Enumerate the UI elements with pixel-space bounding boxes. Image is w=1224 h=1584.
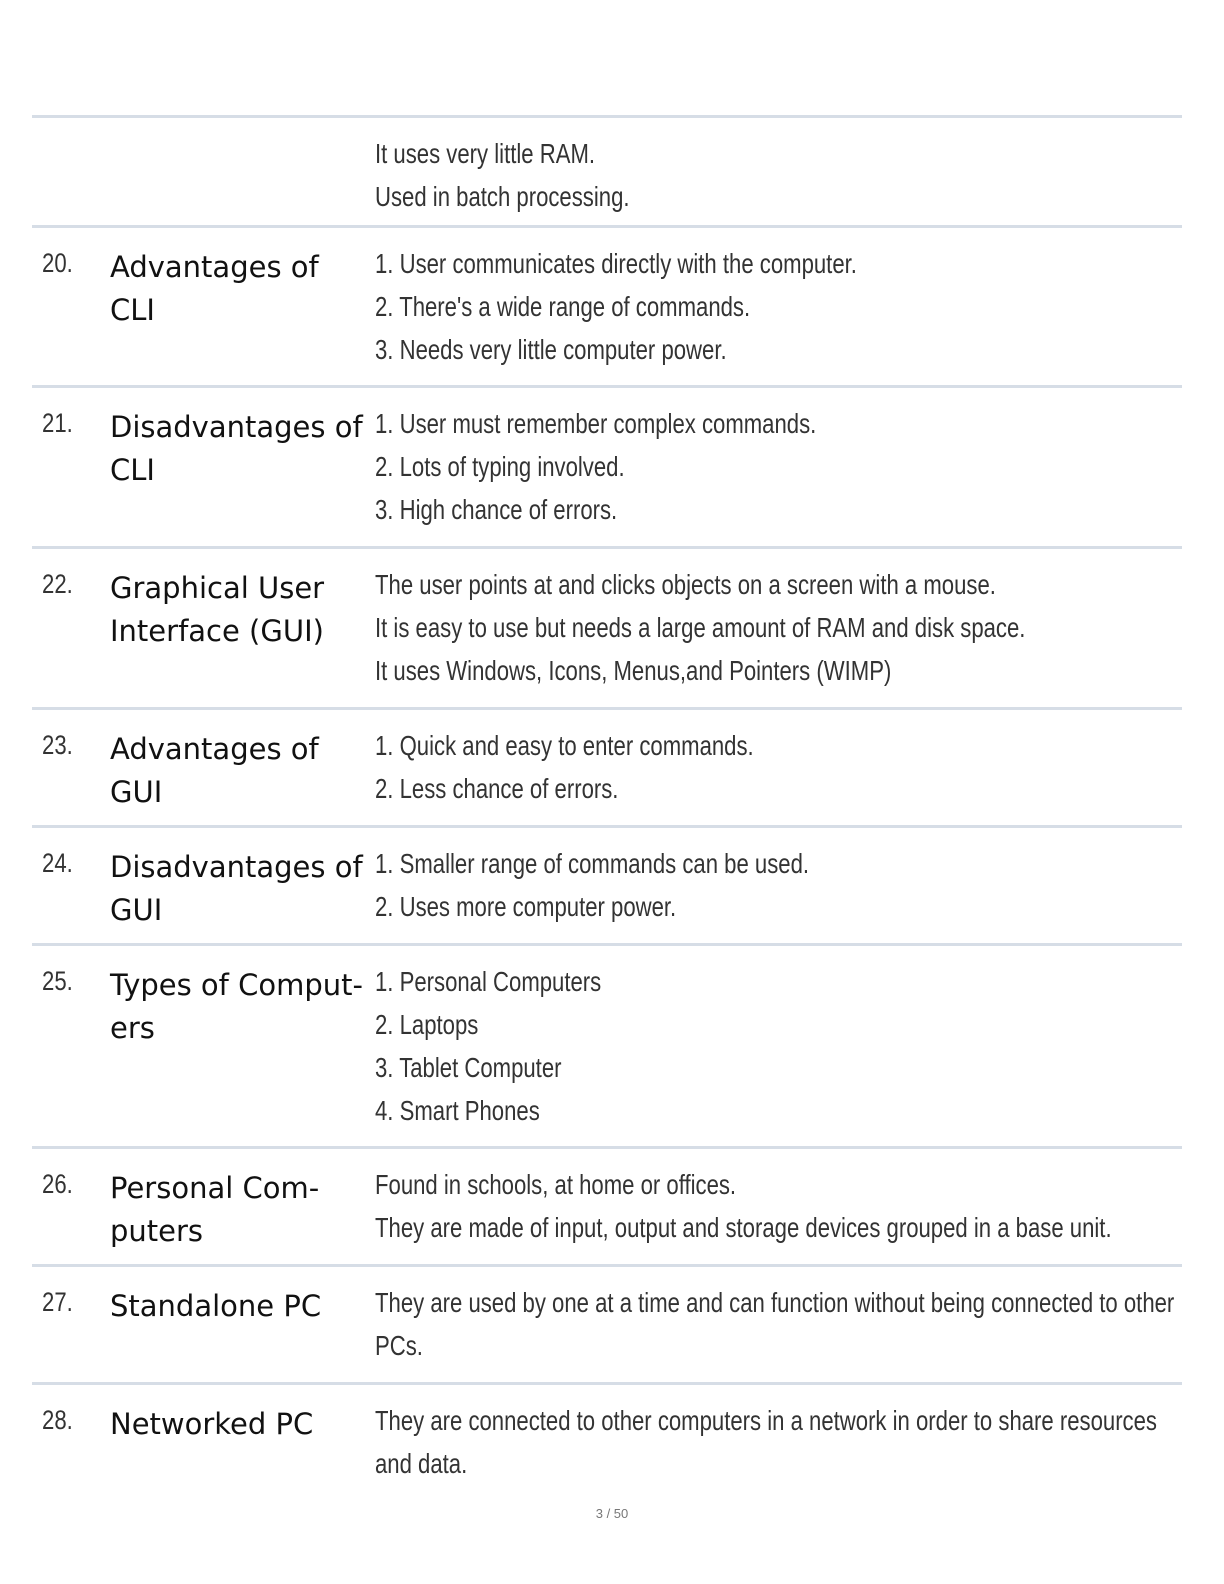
table-row	[32, 825, 1182, 943]
table-row	[32, 1264, 1182, 1382]
row-description: 1. Smaller range of commands can be used. 2. Uses more computer power.	[375, 848, 810, 922]
table-row	[32, 1382, 1182, 1485]
page-number: 3 / 50	[595, 1506, 629, 1521]
row-term: Disadvantages of GUI	[110, 850, 363, 927]
table-row	[32, 385, 1182, 546]
row-term: Networked PC	[110, 1407, 314, 1441]
table-row	[32, 943, 1182, 1146]
row-number: 26.	[42, 1169, 73, 1199]
row-number: 27.	[42, 1287, 73, 1317]
row-number: 21.	[42, 408, 73, 438]
row-term: Advantages of CLI	[110, 250, 319, 327]
row-description: They are connected to other computers in a network in order to share resources and data.	[375, 1405, 1157, 1479]
row-description: They are used by one at a time and can function without being connected to other PCs.	[375, 1287, 1175, 1361]
row-number: 24.	[42, 848, 73, 878]
row-description: Found in schools, at home or offices. They are made of input, output and storage devices grouped in a base unit.	[375, 1169, 1112, 1243]
row-description: It uses very little RAM. Used in batch processing.	[375, 138, 630, 212]
table-row	[32, 707, 1182, 825]
row-description: 1. User must remember complex commands. 2. Lots of typing involved. 3. High chance of errors.	[375, 408, 817, 525]
row-description: 1. Quick and easy to enter commands. 2. Less chance of errors.	[375, 730, 754, 804]
row-description: 1. User communicates directly with the computer. 2. There's a wide range of commands. 3. Needs very little computer power.	[375, 248, 857, 365]
glossary-table	[32, 115, 1182, 1485]
row-term: Types of Comput- ers	[110, 968, 363, 1045]
table-row	[32, 1146, 1182, 1264]
table-row	[32, 225, 1182, 385]
row-term: Disadvantages of CLI	[110, 410, 363, 487]
row-term: Standalone PC	[110, 1289, 322, 1323]
table-row	[32, 115, 1182, 225]
row-description: 1. Personal Computers 2. Laptops 3. Tablet Computer 4. Smart Phones	[375, 966, 602, 1126]
row-term: Personal Com- puters	[110, 1171, 320, 1248]
row-term: Advantages of GUI	[110, 732, 319, 809]
row-description: The user points at and clicks objects on a screen with a mouse. It is easy to use but needs a large amount of RAM and disk space. It uses Windows, Icons, Menus,and Pointers (WIMP)	[375, 569, 1026, 686]
row-number: 23.	[42, 730, 73, 760]
table-row	[32, 546, 1182, 707]
row-number: 22.	[42, 569, 73, 599]
row-number: 28.	[42, 1405, 73, 1435]
row-number: 20.	[42, 248, 73, 278]
row-number: 25.	[42, 966, 73, 996]
row-term: Graphical User Interface (GUI)	[110, 571, 325, 648]
